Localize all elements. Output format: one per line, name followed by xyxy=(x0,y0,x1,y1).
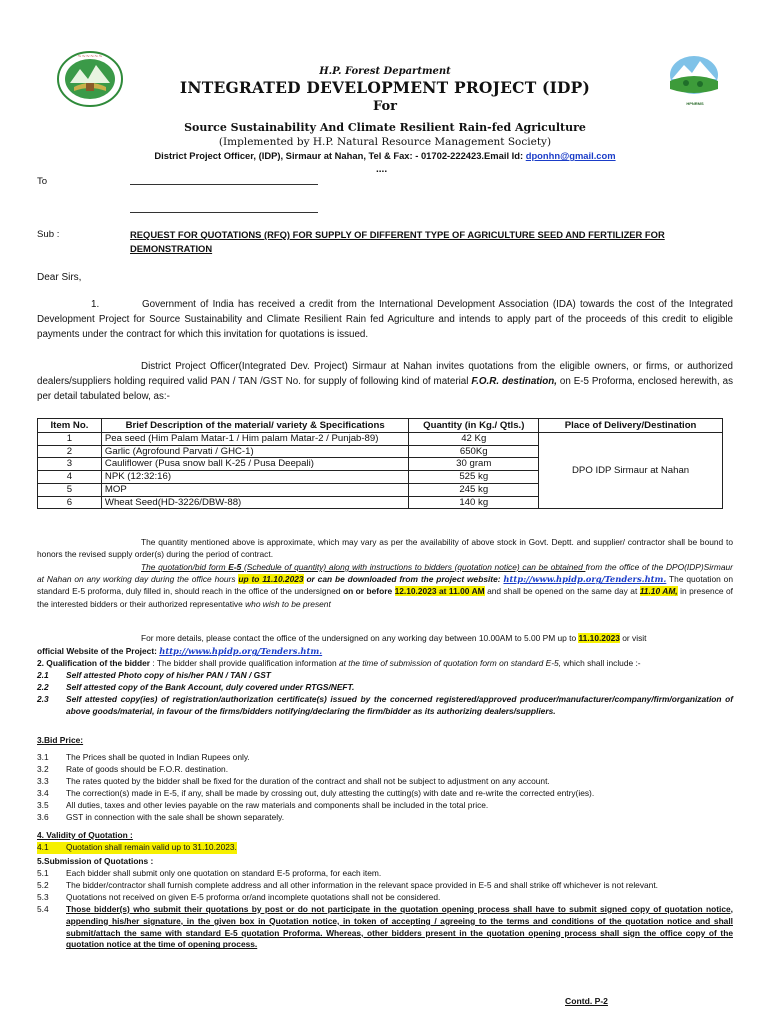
validity-section xyxy=(37,830,733,854)
item-no: 4 xyxy=(38,471,102,484)
item-desc: Pea seed (Him Palam Matar-1 / Him palam Matar-2 / Punjab-89) xyxy=(101,433,408,446)
col-description: Brief Description of the material/ variety & Specifications xyxy=(101,419,408,433)
opening-highlight: 11.10 AM, xyxy=(639,586,678,597)
header-dots: .... xyxy=(376,164,388,175)
note-contact-a: For more details, please contact the office of the undersigned on any working day between 10.00AM to 5.00 PM up to xyxy=(141,633,579,643)
qualification-text-2: which shall include :- xyxy=(561,658,641,668)
project-subtitle: Source Sustainability And Climate Resilient Rain-fed Agriculture xyxy=(184,121,586,134)
tenders-link[interactable]: http://www.hpidp.org/Tenders.htm. xyxy=(503,574,667,585)
website-link[interactable]: http://www.hpidp.org/Tenders.htm. xyxy=(159,646,323,656)
for-destination: F.O.R. destination, xyxy=(471,376,557,388)
item-qty: 650Kg xyxy=(409,445,539,458)
list-item xyxy=(37,788,733,800)
subject-text: REQUEST FOR QUOTATIONS (RFQ) FOR SUPPLY OF DIFFERENT TYPE OF AGRICULTURE SEED AND FERTILIZER FOR DEMONSTRATION xyxy=(130,229,665,254)
list-number: 2.2 xyxy=(37,681,49,692)
item-qty: 42 Kg xyxy=(409,433,539,446)
list-text: The correction(s) made in E-5, if any, shall be made by crossing out, duly attesting the cutting(s) with date and re-write the corrected entry(ies). xyxy=(66,787,595,798)
list-text: The bidder/contractor shall furnish complete address and all other information in the relevant space provided in E-5 and shall strike off whichever is not relevant. xyxy=(66,879,658,890)
svg-text:~~~~~~: ~~~~~~ xyxy=(77,54,103,60)
list-item xyxy=(37,868,733,880)
item-qty: 525 kg xyxy=(409,471,539,484)
note-bid-form-h: and shall be opened on the same day at xyxy=(484,586,640,597)
list-text: GST in connection with the sale shall be shown separately. xyxy=(66,811,285,822)
paragraph-number: 1. xyxy=(91,299,100,310)
note-bid-form-a: The quotation/bid form xyxy=(141,562,229,572)
items-table xyxy=(37,418,723,509)
list-number: 5.1 xyxy=(37,867,49,878)
item-qty: 30 gram xyxy=(409,458,539,471)
table-header-row xyxy=(38,419,723,433)
bid-price-section xyxy=(37,735,733,823)
project-title: INTEGRATED DEVELOPMENT PROJECT (IDP) xyxy=(179,78,591,97)
list-number: 3.5 xyxy=(37,799,49,810)
list-number: 5.2 xyxy=(37,879,49,890)
idp-logo-icon xyxy=(666,53,722,103)
list-number: 3.2 xyxy=(37,763,49,774)
list-item xyxy=(37,694,733,718)
idp-logo-caption: HPNRMS xyxy=(686,101,704,106)
list-text: The rates quoted by the bidder shall be fixed for the duration of the contract and shall not be subject to adjustment on any account. xyxy=(66,775,550,786)
note-contact-b: or visit xyxy=(619,633,647,643)
note-contact xyxy=(37,632,733,644)
item-qty: 140 kg xyxy=(409,496,539,509)
list-item xyxy=(37,764,733,776)
implementing-agency: (Implemented by H.P. Natural Resource Management Society) xyxy=(218,136,552,148)
list-text: Self attested copy(ies) of registration/authorization certificate(s) issued by the concerned registered/approved producer/manufacturer/company/firm/organization of above goods/material, in favour of the firms/bidders notifying/declaring the firm/bidder as its authorizing dealers/suppliers. xyxy=(66,693,733,716)
paragraph-2-text-a: District Project Officer(Integrated Dev. Project) Sirmaur at Nahan invites quotations from the eligible owners, or firms, or authorized dealers/suppliers holding required valid PAN / TAN /GST No. for supply of following kind of material xyxy=(37,361,733,388)
list-text: The Prices shall be quoted in Indian Rupees only. xyxy=(66,751,250,762)
list-item xyxy=(37,800,733,812)
item-qty: 245 kg xyxy=(409,483,539,496)
item-desc: MOP xyxy=(101,483,408,496)
list-item xyxy=(37,670,733,682)
list-number: 3.6 xyxy=(37,811,49,822)
subject-label: Sub : xyxy=(37,229,60,240)
hp-forest-emblem-icon xyxy=(52,49,128,109)
note-bid-form-j: who wish to be present xyxy=(245,598,331,609)
list-number: 5.4 xyxy=(37,903,49,914)
list-number: 2.1 xyxy=(37,669,49,680)
list-text: Rate of goods should be F.O.R. destination. xyxy=(66,763,229,774)
list-text: Each bidder shall submit only one quotation on standard E-5 proforma, for each item. xyxy=(66,867,382,878)
item-no: 6 xyxy=(38,496,102,509)
note-bid-form-f: The quotation on standard E-5 proforma, duly filled in, should reach in the office of the undersigned xyxy=(37,574,733,597)
item-no: 2 xyxy=(38,445,102,458)
col-quantity: Quantity (in Kg./ Qtls.) xyxy=(409,419,539,433)
bid-price-heading: 3.Bid Price: xyxy=(37,735,84,745)
list-item xyxy=(37,842,733,854)
qualification-section xyxy=(37,658,733,718)
list-text: Those bidder(s) who submit their quotations by post or do not participate in the quotation opening process shall have to submit signed copy of quotation notice, appending his/her signature, in the given box in Quotation notice, in token of accepting / agreeing to the terms and conditions of the quotation notice and shall submit/attach the same with standard E-5 quotation Proforma. Whereas, other bidders present in the quotation opening process shall sign the office copy of the quotation notice at the time of opening process. xyxy=(66,903,733,950)
list-item xyxy=(37,880,733,892)
list-number: 3.3 xyxy=(37,775,49,786)
list-item xyxy=(37,812,733,824)
note-bid-form xyxy=(37,561,733,610)
contact-date-highlight: 11.10.2023 xyxy=(578,633,620,643)
contact-prefix: District Project Officer, (IDP), Sirmaur at Nahan, Tel & Fax: - 01702-222423.Email Id: xyxy=(154,150,526,161)
table-row xyxy=(38,433,723,446)
col-place: Place of Delivery/Destination xyxy=(539,419,723,433)
item-desc: Wheat Seed(HD-3226/DBW-88) xyxy=(101,496,408,509)
note-bid-form-d: from the office of the DPO(IDP)Sirmaur at Nahan on any working day during the office hours xyxy=(37,562,733,585)
item-desc: NPK (12:32:16) xyxy=(101,471,408,484)
note-quantity: The quantity mentioned above is approximate, which may vary as per the availability of above stock in Govt. Deptt. and supplier/ contractor shall be bound to honors the revised supply order(s) during the period of contract. xyxy=(37,537,733,560)
item-desc: Cauliflower (Pusa snow ball K-25 / Pusa Deepali) xyxy=(101,458,408,471)
qualification-text: : The bidder shall provide qualification information xyxy=(150,658,339,668)
address-line-2 xyxy=(130,212,318,213)
list-number: 3.1 xyxy=(37,751,49,762)
submission-highlight: 12.10.2023 at 11.00 AM xyxy=(394,586,485,597)
list-text: Self attested Photo copy of his/her PAN / TAN / GST xyxy=(66,669,271,680)
note-bid-form-g: on or before xyxy=(342,586,393,597)
place-of-delivery: DPO IDP Sirmaur at Nahan xyxy=(539,433,723,509)
submission-heading: 5.Submission of Quotations : xyxy=(37,856,154,866)
paragraph-2-text-b: on E-5 Proforma, enclosed herewith, as per detail tabulated below, as:- xyxy=(37,376,733,403)
list-number: 2.3 xyxy=(37,693,49,704)
qualification-title: 2. Qualification of the bidder xyxy=(37,658,151,668)
list-number: 3.4 xyxy=(37,787,49,798)
note-bid-form-i: in presence of the interested bidders or their authorized representative xyxy=(37,586,734,609)
note-bid-form-b: E-5 xyxy=(228,562,242,572)
submission-section xyxy=(37,856,733,951)
list-item xyxy=(37,892,733,904)
qualification-heading xyxy=(37,658,733,670)
paragraph-2 xyxy=(37,359,733,405)
note-bid-form-e: or can be downloaded from the project website: xyxy=(303,574,504,585)
list-item xyxy=(37,682,733,694)
note-bid-form-c: (Schedule of quantity) along with instructions to bidders (quotation notice) can be obtained xyxy=(241,562,586,572)
note-website xyxy=(37,645,733,657)
list-number: 5.3 xyxy=(37,891,49,902)
paragraph-1-text: Government of India has received a credit from the International Development Association (IDA) towards the cost of the Integrated Development Project for Source Sustainability and Climate Resilient Rain fed Agriculture and intends to apply part of the proceeds of this credit to eligible payments under the contract for which this invitation for quotations is issued. xyxy=(37,299,733,341)
department-name: H.P. Forest Department xyxy=(319,66,451,77)
item-no: 1 xyxy=(38,433,102,446)
address-line-1 xyxy=(130,184,318,185)
note-website-label: official Website of the Project: xyxy=(37,646,160,656)
validity-text: Quotation shall remain valid up to 31.10.2023. xyxy=(66,841,237,852)
deadline-highlight: up to 11.10.2023 xyxy=(238,574,304,585)
col-item-no: Item No. xyxy=(38,419,102,433)
item-desc: Garlic (Agrofound Parvati / GHC-1) xyxy=(101,445,408,458)
qualification-italic: at the time of submission of quotation form on standard E-5, xyxy=(338,658,561,668)
list-text: Quotations not received on given E-5 proforma or/and incomplete quotations shall not be considered. xyxy=(66,891,441,902)
list-item xyxy=(37,904,733,952)
contact-line xyxy=(80,150,690,162)
paragraph-1 xyxy=(37,297,733,343)
list-number: 4.1 xyxy=(37,842,66,854)
for-line: For xyxy=(372,99,398,114)
salutation: Dear Sirs, xyxy=(37,272,82,283)
list-item xyxy=(37,776,733,788)
item-no: 3 xyxy=(38,458,102,471)
continued-label: Contd. P-2 xyxy=(565,996,608,1006)
validity-heading: 4. Validity of Quotation : xyxy=(37,830,133,840)
email-link[interactable]: dponhn@gmail.com xyxy=(525,150,616,161)
list-item xyxy=(37,752,733,764)
item-no: 5 xyxy=(38,483,102,496)
to-label: To xyxy=(37,176,48,187)
list-text: Self attested copy of the Bank Account, duly covered under RTGS/NEFT. xyxy=(66,681,355,692)
list-text: All duties, taxes and other levies payable on the raw materials and components shall be included in the total price. xyxy=(66,799,489,810)
